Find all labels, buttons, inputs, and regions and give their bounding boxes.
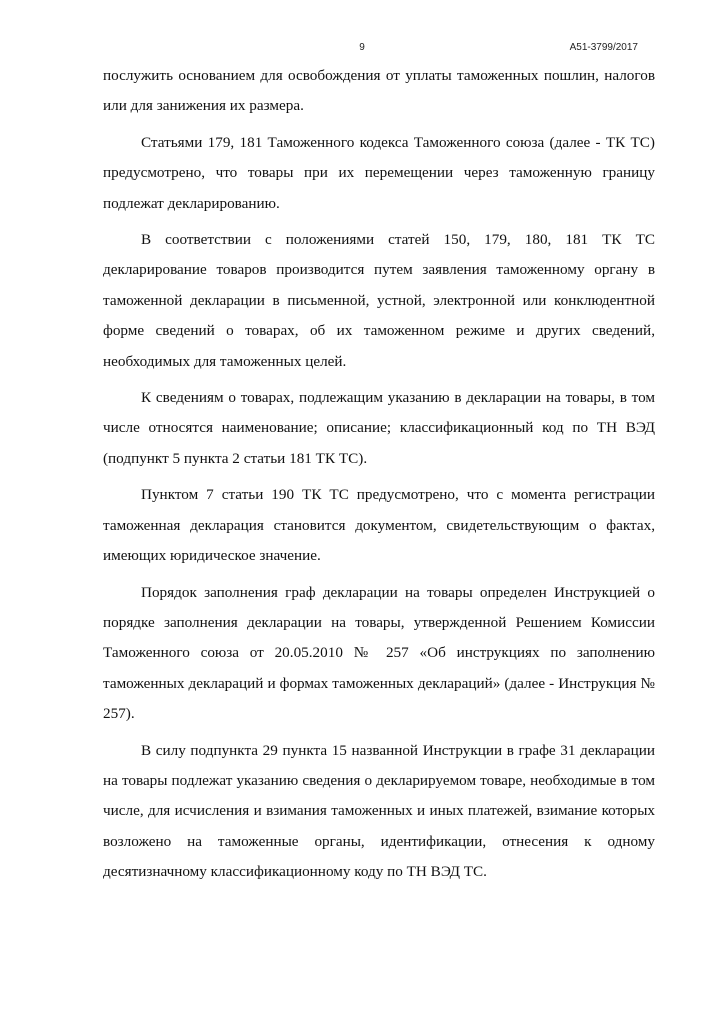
paragraph-declaration-provisions: В соответствии с положениями статей 150, 179, 180, 181 ТК ТС декларирование товаров производится путем заявления таможенному органу в таможенной декларации в письменной, устной, электронной или конклюдентной форме сведений о товарах, об их таможенном режиме и других сведений, необходимых для таможенных целей. [103,231,655,370]
document-body [103,61,655,888]
paragraph-tk-ts-articles: Статьями 179, 181 Таможенного кодекса Таможенного союза (далее - ТК ТС) предусмотрено, что товары при их перемещении через таможенную границу подлежат декларированию. [103,133,655,212]
page-number: 9 [359,42,365,53]
paragraph-goods-information: К сведениям о товарах, подлежащим указанию в декларации на товары, в том числе относятся наименование; описание; классификационный код по ТН ВЭД (подпункт 5 пункта 2 статьи 181 ТК ТС). [103,389,655,467]
case-number: А51-3799/2017 [569,42,638,53]
paragraph-filling-procedure: Порядок заполнения граф декларации на товары определен Инструкцией о порядке заполнения декларации на товары, утвержденной Решением Комиссии Таможенного союза от 20.05.2010 № 257 «Об инструкциях по заполнению таможенных деклараций и формах таможенных деклараций» (далее - Инструкция № 257). [103,583,655,723]
paragraph-registration: Пунктом 7 статьи 190 ТК ТС предусмотрено, что с момента регистрации таможенная декларация становится документом, свидетельствующим о фактах, имеющих юридическое значение. [103,486,655,565]
paragraph-instruction-column-31: В силу подпункта 29 пункта 15 названной Инструкции в графе 31 декларации на товары подлежат указанию сведения о декларируемом товаре, необходимые в том числе, для исчисления и взимания таможенных и иных платежей, взимание которых возложено на таможенные органы, идентификации, отнесения к одному десятизначному классификационному коду по ТН ВЭД ТС. [103,741,655,881]
paragraph-continuation: послужить основанием для освобождения от уплаты таможенных пошлин, налогов или для занижения их размера. [103,67,655,115]
